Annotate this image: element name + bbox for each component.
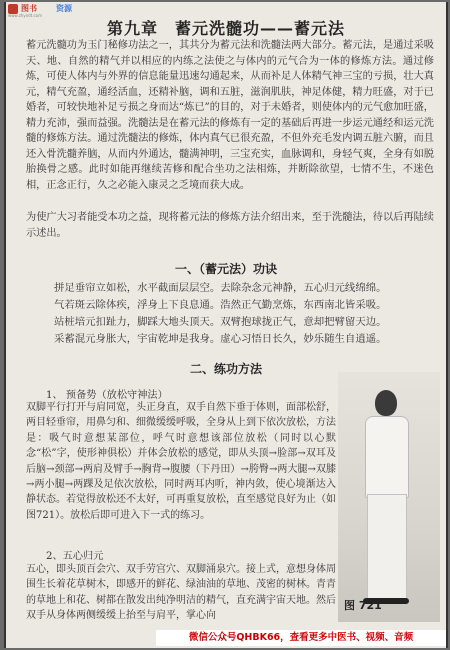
section-heading-1: 一、（蓄元法）功诀 [174,262,277,276]
logo-text-right: 资源 [56,4,72,13]
logo-text-left: 图书 [21,4,37,13]
verse-block [54,280,414,348]
intro-paragraph: 蓄元洗髓功为玉门秘修功法之一，其共分为蓄元法和洗髓法两大部分。蓄元法，是通过采吸天、地、自然的精气并以相应的内练之法使之与体内的元气合为一体的修炼方法。通过修炼，可使人体内与外界的信息能量迅速勾通起来，从而补足人体精气神三宝的亏损，壮大真元，精气充盈，通经活血，还精补脑，调和五脏，滋润肌肤，神足体健，精力旺盛，对于已婚者，可较快地补足亏损之身而达“炼已”的目的，对于未婚者，则使体内的元气愈加旺盛，精力充沛，强而益强。洗髓法是在蓄元法的修炼有一定的基础后再进一步运元通经和运元洗髓的修炼方法。通过洗髓法的修炼，体内真气已很充盈，不但外充毛发内调五脏六腑，而且还入骨洗髓养脑，从而内外通达，髓满神明，三宝充实，血脉调和，身轻气爽，全身有如脱胎换骨之感。此时如能再继续苦修和配合坐功之法相炼，并断除欲望，七情不生，不迷色相，正念正行，久之必能入康灵之乏境而获大成。 [26,40,434,191]
verse-line: 气若斑云除体疾，浮身上下良息通。浩然正气勤烹炼，东西南北皆采吸。 [54,299,387,311]
step-1-heading: 1、 预备势（放松守神法） [46,390,168,401]
step-1-text: 双脚平行打开与肩同宽，头正身直，双手自然下垂于体则，面部松舒，两目轻垂帘，用鼻匀和、细微缓缓呼吸，全身从上到下依次放松，方法是：吸气时意想某部位，呼气时意想该部位放松（同时以心默念“松”字，使形神俱松）并体会放松的感觉，即从头顶→脸部→双耳及后脑→颈部→两肩及臂手→胸背→腹腰（下丹田）→胯臀→两大腿→双膝→两小腿→两踝及足依次放松，同时两耳内听，神内敛，使心境渐达入静状态。若觉得放松还不太好，可再重复放松，直至感觉良好为止（如 图721）。放松后即可进入下一式的练习。 [26,402,336,521]
figure-legs [367,494,407,601]
chapter-title: 第九章 蓄元洗髓功——蓄元法 [106,19,345,38]
logo-url: www.zhyxdt.com [8,13,43,18]
step-2-heading: 2、五心归元 [46,551,104,562]
footer-banner[interactable]: 微信公众号QHBK66，查看更多中医书、视频、音频 [156,630,446,646]
site-logo[interactable] [8,3,128,16]
verse-line: 拼足垂帘立如松，水平截面层层空。去除杂念元神静，五心归元线绵绵。 [54,282,387,294]
step-2-text: 五心，即头顶百会穴、双手劳宫穴、双脚涌泉穴。接上式，意想身体周围生长着花草树木，即感开的鲜花、绿油油的草地、茂密的树林。青青的草地上和花、树都在散发出纯净明洁的精气，直充满宇宙天地。然后双手从身体两侧缓缓上抬至与肩平，掌心向 [26,564,336,622]
figure-head [375,390,397,416]
figure-photo [338,372,440,622]
book-page [4,2,448,648]
figure-body [365,416,409,498]
figure-caption: 图 721 [344,599,382,612]
intro-paragraph-2: 为使广大习者能受本功之益，现将蓄元法的修炼方法介绍出来，至于洗髓法，待以后再陆续示述出。 [26,212,434,239]
verse-line: 采蓄混元身胀大，宇宙乾坤是我身。虚心习悟日长久，妙乐随生自逍遥。 [54,333,387,345]
section-heading-2: 二、练功方法 [189,362,262,376]
verse-line: 站桩培元扣趾力，脚踩大地头顶天。双臂抱球拢正气，意却把臂留天边。 [54,316,387,328]
